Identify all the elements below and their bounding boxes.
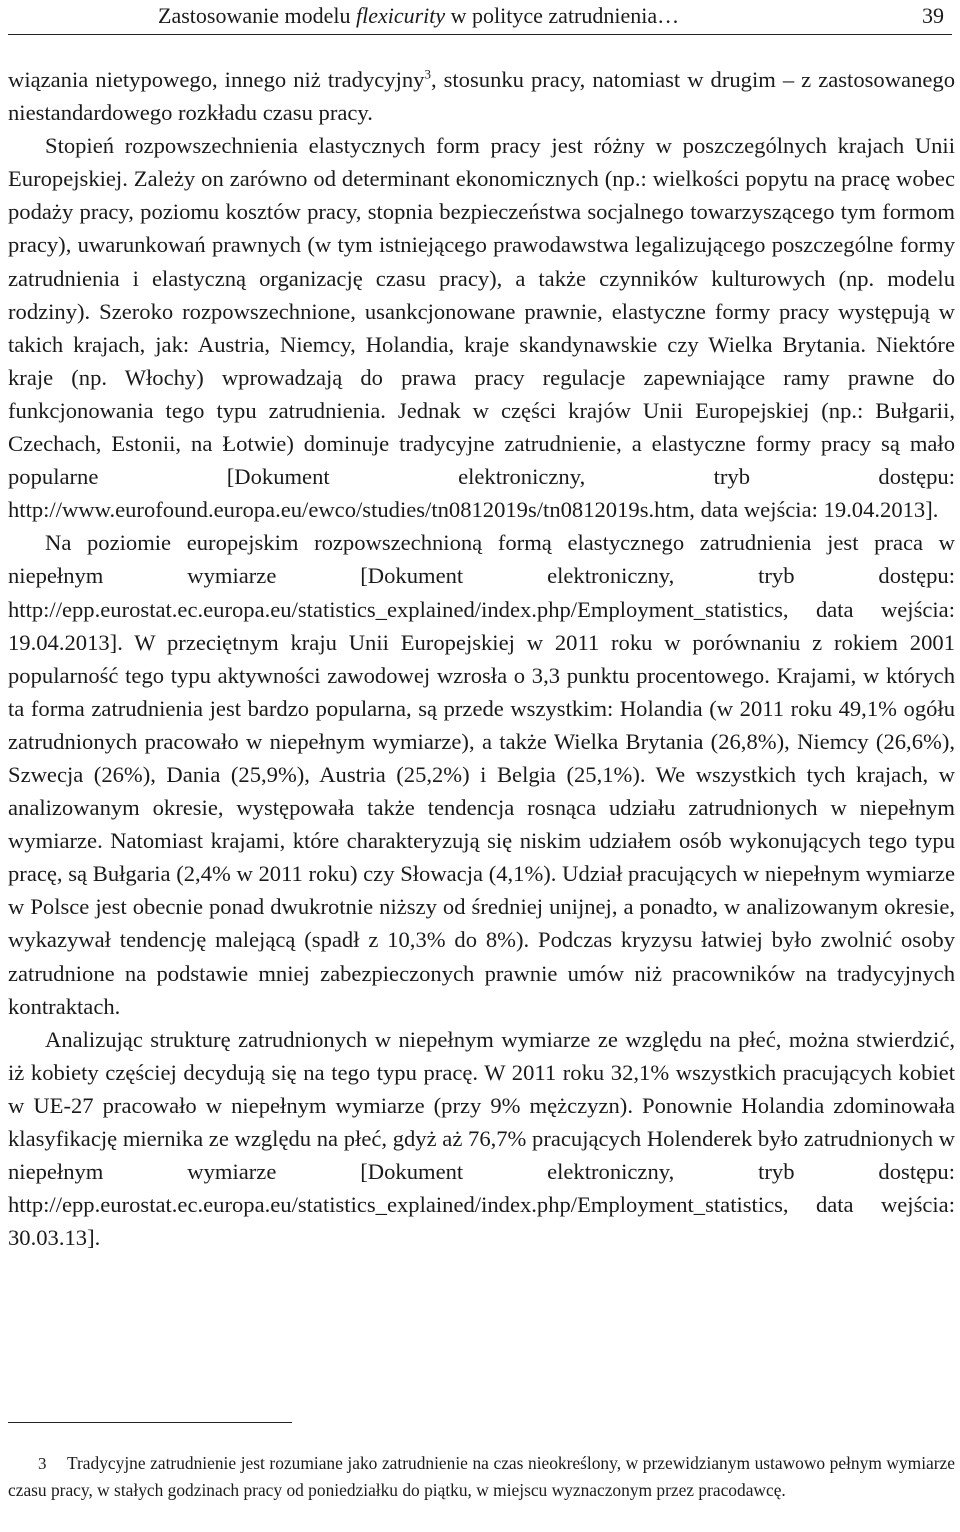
running-title-italic: flexicurity (355, 3, 446, 28)
page-number: 39 (922, 3, 944, 28)
footnote (8, 1450, 955, 1504)
paragraph: Na poziomie europejskim rozpowszechnioną formą elastycznego zatrudnienia jest praca w niepełnym wymiarze [Dokument elektroniczny, tryb dostępu: http://epp.eurostat.ec.europa.eu/statistics_explained/index.php/Employment_statistics, data wejścia: 19.04.2013]. W przeciętnym kraju Unii Europejskiej w 2011 roku w porównaniu z rokiem 2001 popularność tego typu aktywności zawodowej wzrosła o 3,3 punktu procentowego. Krajami, w których ta forma zatrudnienia jest bardzo popularna, są przede wszystkim: Holandia (w 2011 roku 49,1% ogółu zatrudnionych pracowało w niepełnym wymiarze), a także Wielka Brytania (26,8%), Niemcy (26,6%), Szwecja (26%), Dania (25,9%), Austria (25,2%) i Belgia (25,1%). We wszystkich tych krajach, w analizowanym okresie, występowała także tendencja rosnąca udziału zatrudnionych w niepełnym wymiarze. Natomiast krajami, które charakteryzują się niskim udziałem osób wykonujących tego typu pracę, są Bułgaria (2,4% w 2011 roku) czy Słowacja (4,1%). Udział pracujących w niepełnym wymiarze w Polsce jest obecnie ponad dwukrotnie niższy od średniej unijnej, a ponadto, w analizowanym okresie, wykazywał tendencję malejącą (spadł z 10,3% do 8%). Podczas kryzysu łatwiej było zwolnić osoby zatrudnione na podstawie mniej zabezpieczonych prawnie umów niż pracowników na tradycyjnych kontraktach. (8, 530, 955, 1019)
paragraph: Stopień rozpowszechnienia elastycznych form pracy jest różny w poszczególnych krajach Unii Europejskiej. Zależy on zarówno od determinant ekonomicznych (np.: wielkości popytu na pracę wobec podaży pracy, poziomu kosztów pracy, stopnia bezpieczeństwa socjalnego towarzyszącego tym formom pracy), uwarunkowań prawnych (w tym istniejącego prawodawstwa legalizującego poszczególne formy zatrudnienia i elastyczną organizację czasu pracy), a także czynników kulturowych (np. modelu rodziny). Szeroko rozpowszechnione, usankcjonowane prawnie, elastyczne formy pracy występują w takich krajach, jak: Austria, Niemcy, Holandia, kraje skandynawskie czy Wielka Brytania. Niektóre kraje (np. Włochy) wprowadzają do prawa pracy regulacje zapewniające ramy prawne do funkcjonowania tego typu zatrudnienia. Jednak w części krajów Unii Europejskiej (np.: Bułgarii, Czechach, Estonii, na Łotwie) dominuje tradycyjne zatrudnienie, a elastyczne formy pracy są mało popularne [Dokument elektroniczny, tryb dostępu: http://www.eurofound.europa.eu/ewco/studies/tn0812019s/tn0812019s.htm, data wejścia: 19.04.2013]. (8, 133, 955, 523)
paragraph-continued (8, 63, 955, 129)
running-title-text-end: w polityce zatrudnienia… (445, 3, 680, 28)
paragraph-text: wiązania nietypowego, innego niż tradycyjny (8, 67, 425, 92)
running-title-text: Zastosowanie modelu (158, 3, 356, 28)
footnote-reference: 3 (424, 66, 431, 82)
footnote-mark: 3 (38, 1454, 47, 1473)
running-header (8, 0, 952, 35)
main-text (8, 63, 955, 1254)
footnote-separator (8, 1422, 292, 1423)
running-title (158, 0, 679, 32)
paragraph-text: , stosunku pracy, natomiast w drugim – z zastosowanego niestandardowego rozkładu czasu pracy. (8, 67, 955, 126)
paragraph: Analizując strukturę zatrudnionych w niepełnym wymiarze ze względu na płeć, można stwierdzić, iż kobiety częściej decydują się na tego typu pracę. W 2011 roku 32,1% wszystkich pracujących kobiet w UE-27 pracowało w niepełnym wymiarze (przy 9% mężczyzn). Ponownie Holandia zdominowała klasyfikację miernika ze względu na płeć, gdyż aż 76,7% pracujących Holenderek było zatrudnionych w niepełnym wymiarze [Dokument elektroniczny, tryb dostępu: http://epp.eurostat.ec.europa.eu/statistics_explained/index.php/Employment_statistics, data wejścia: 30.03.13]. (8, 1026, 955, 1251)
footnote-text: Tradycyjne zatrudnienie jest rozumiane jako zatrudnienie na czas nieokreślony, w przewidzianym ustawowo pełnym wymiarze czasu pracy, w stałych godzinach pracy od poniedziałku do piątku, w miejscu wyznaczonym przez pracodawcę. (8, 1453, 955, 1501)
